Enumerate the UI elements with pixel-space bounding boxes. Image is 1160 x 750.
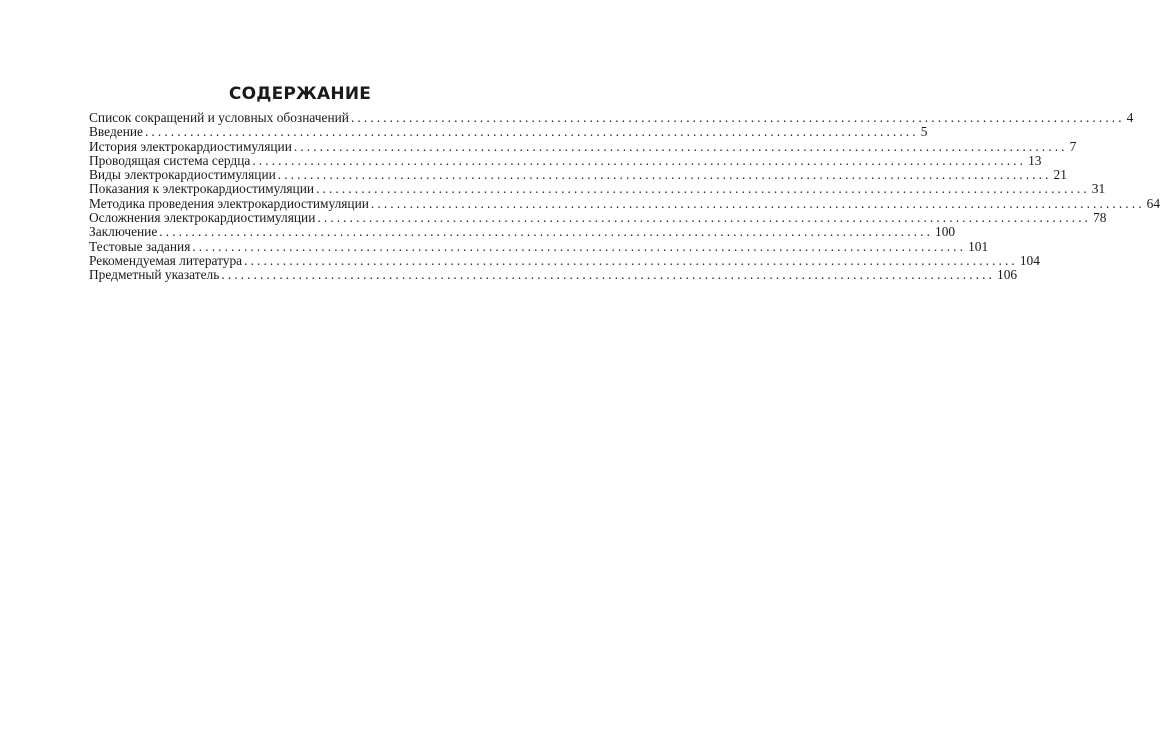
toc-entry	[89, 138, 1077, 154]
toc-entry	[89, 210, 1107, 226]
toc-entry-label: Рекомендуемая литература	[89, 252, 243, 268]
toc-entry-page: 64	[1146, 195, 1160, 211]
toc-entry-label: Заключение	[89, 224, 158, 240]
toc-entry	[89, 167, 1067, 183]
toc-entry	[89, 195, 1160, 211]
toc-dot-leader: ........................................................................................................................	[192, 238, 967, 254]
toc-entry	[89, 110, 1134, 125]
toc-entry-label: Тестовые задания	[89, 238, 191, 254]
toc-entry-page: 4	[1126, 110, 1134, 125]
toc-entry-label: Методика проведения электрокардиостимуляции	[89, 195, 369, 211]
toc-entry-page: 5	[920, 124, 928, 140]
toc-entry	[89, 152, 1042, 168]
toc-dot-leader: ........................................................................................................................	[144, 124, 919, 140]
toc-entry-label: Список сокращений и условных обозначений	[89, 110, 349, 125]
toc-entry-page: 31	[1091, 181, 1106, 197]
toc-dot-leader: ........................................................................................................................	[370, 195, 1145, 211]
toc-entry-page: 101	[968, 238, 989, 254]
toc-entry-label: Виды электрокардиостимуляции	[89, 167, 276, 183]
toc-dot-leader: ........................................................................................................................	[252, 152, 1027, 168]
toc-entry	[89, 238, 989, 254]
toc-entry-page: 21	[1053, 167, 1067, 183]
toc-dot-leader: ........................................................................................................................	[316, 181, 1090, 197]
toc-dot-leader: ........................................................................................................................	[159, 224, 934, 240]
toc-entry	[89, 124, 928, 140]
page-title: СОДЕРЖАНИЕ	[228, 84, 372, 104]
toc-entry-page: 13	[1028, 152, 1042, 168]
table-of-contents	[89, 110, 1160, 283]
toc-entry-page: 104	[1019, 252, 1040, 268]
toc-entry	[89, 267, 1018, 283]
toc-entry-label: История электрокардиостимуляции	[89, 138, 292, 154]
toc-dot-leader: ........................................................................................................................	[350, 110, 1125, 125]
toc-entry-label: Проводящая система сердца	[89, 152, 251, 168]
toc-dot-leader: ........................................................................................................................	[277, 167, 1052, 183]
toc-entry-page: 106	[997, 267, 1018, 283]
toc-entry	[89, 181, 1106, 197]
toc-entry	[89, 252, 1040, 268]
toc-entry-label: Предметный указатель	[89, 267, 220, 283]
toc-dot-leader: ........................................................................................................................	[317, 210, 1092, 226]
toc-dot-leader: ........................................................................................................................	[293, 138, 1068, 154]
toc-entry	[89, 224, 956, 240]
toc-entry-label: Показания к электрокардиостимуляции	[89, 181, 315, 197]
toc-entry-label: Осложнения электрокардиостимуляции	[89, 210, 316, 226]
toc-entry-label: Введение	[89, 124, 143, 140]
toc-dot-leader: ........................................................................................................................	[221, 267, 996, 283]
toc-dot-leader: ........................................................................................................................	[244, 252, 1018, 268]
toc-entry-page: 7	[1069, 138, 1077, 154]
toc-entry-page: 78	[1093, 210, 1107, 226]
toc-entry-page: 100	[935, 224, 956, 240]
